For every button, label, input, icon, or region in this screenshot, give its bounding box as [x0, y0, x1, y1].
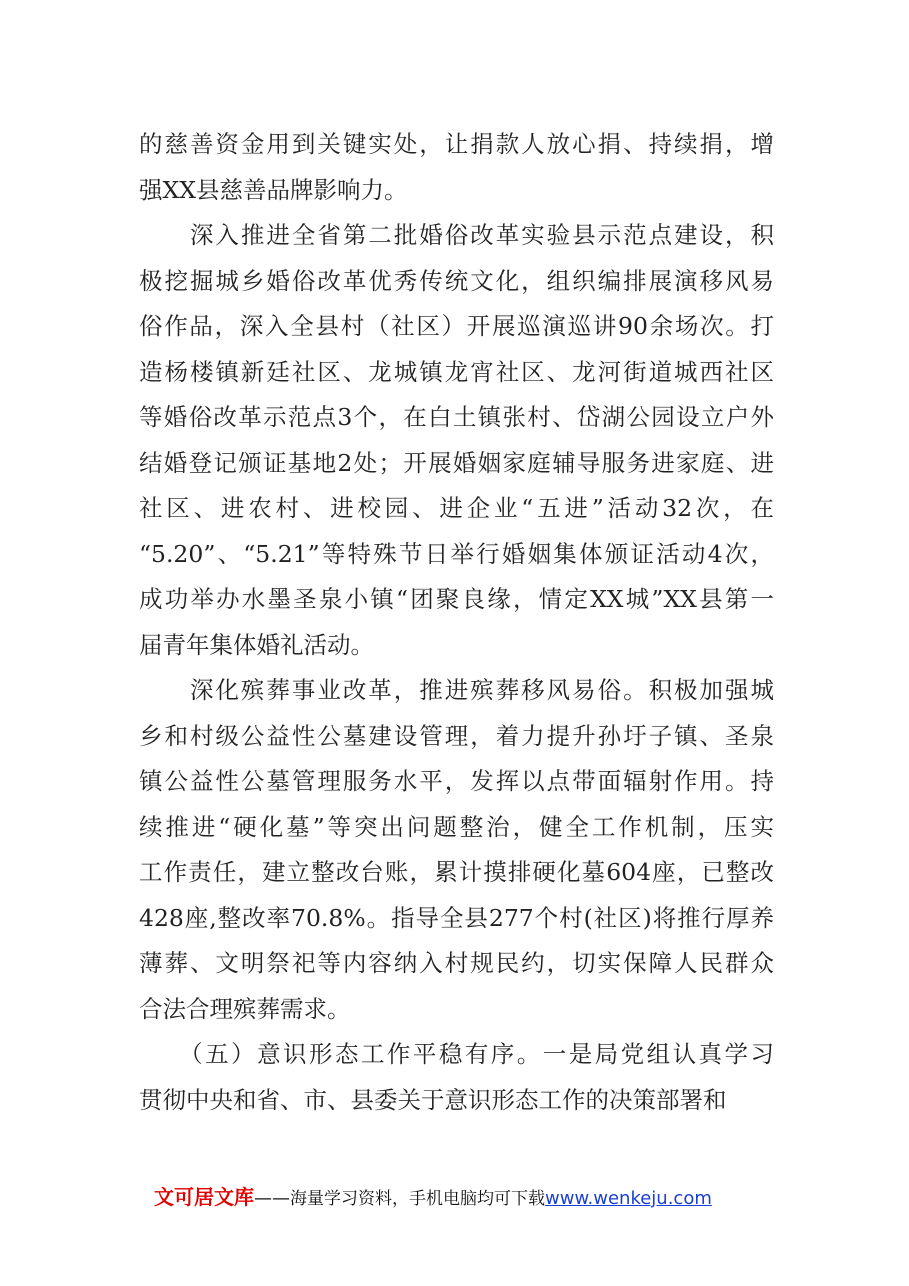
- footer-brand: 文可居文库: [154, 1185, 254, 1209]
- document-body: [139, 122, 774, 1123]
- text-line: 俗作品，深入全县村（社区）开展巡演巡讲90余场次。打: [139, 312, 774, 340]
- text-line: 的慈善资金用到关键实处，让捐款人放心捐、持续捐，增: [139, 130, 774, 158]
- text-line: 社区、进农村、进校园、进企业“五进”活动32次，在: [139, 494, 774, 522]
- text-line: 结婚登记颁证基地2处；开展婚姻家庭辅导服务进家庭、进: [139, 448, 774, 477]
- text-line: “5.20”、“5.21”等特殊节日举行婚姻集体颁证活动4次，: [139, 539, 774, 568]
- footer-slogan: 海量学习资料，手机电脑均可下载: [290, 1189, 545, 1209]
- text-line: （五）意识形态工作平稳有序。一是局党组认真学习: [139, 1040, 774, 1068]
- text-line: 届青年集体婚礼活动。: [139, 630, 374, 659]
- paragraph: [139, 668, 774, 1032]
- footer-dash: ——: [254, 1188, 290, 1209]
- footer-url-link[interactable]: www.wenkeju.com: [545, 1188, 712, 1209]
- text-line: 续推进“硬化墓”等突出问题整治，健全工作机制，压实: [139, 812, 774, 841]
- text-line: 造杨楼镇新廷社区、龙城镇龙宵社区、龙河街道城西社区: [139, 357, 774, 386]
- paragraph: [139, 1032, 774, 1123]
- text-line: 工作责任，建立整改台账，累计摸排硬化墓604座，已整改: [139, 858, 774, 886]
- text-line: 镇公益性公墓管理服务水平，发挥以点带面辐射作用。持: [139, 767, 774, 795]
- text-line: 等婚俗改革示范点3个，在白土镇张村、岱湖公园设立户外: [139, 403, 774, 431]
- text-line: 成功举办水墨圣泉小镇“团聚良缘，情定XX城”XX县第一: [139, 585, 774, 613]
- text-line: 薄葬、文明祭祀等内容纳入村规民约，切实保障人民群众: [139, 949, 774, 977]
- paragraph: [139, 122, 774, 213]
- text-line: 极挖掘城乡婚俗改革优秀传统文化，组织编排展演移风易: [139, 266, 774, 295]
- text-line: 合法合理殡葬需求。: [139, 994, 351, 1023]
- text-line: 乡和村级公益性公墓建设管理，着力提升孙圩子镇、圣泉: [139, 721, 774, 750]
- footer-banner: [154, 1180, 774, 1214]
- text-line: 贯彻中央和省、市、县委关于意识形态工作的决策部署和: [139, 1085, 727, 1114]
- text-line: 428座,整改率70.8%。指导全县277个村(社区)将推行厚养: [139, 903, 774, 932]
- text-line: 强XX县慈善品牌影响力。: [139, 175, 408, 204]
- paragraph: [139, 213, 774, 668]
- text-line: 深化殡葬事业改革，推进殡葬移风易俗。积极加强城: [139, 676, 774, 704]
- text-line: 深入推进全省第二批婚俗改革实验县示范点建设，积: [139, 221, 774, 249]
